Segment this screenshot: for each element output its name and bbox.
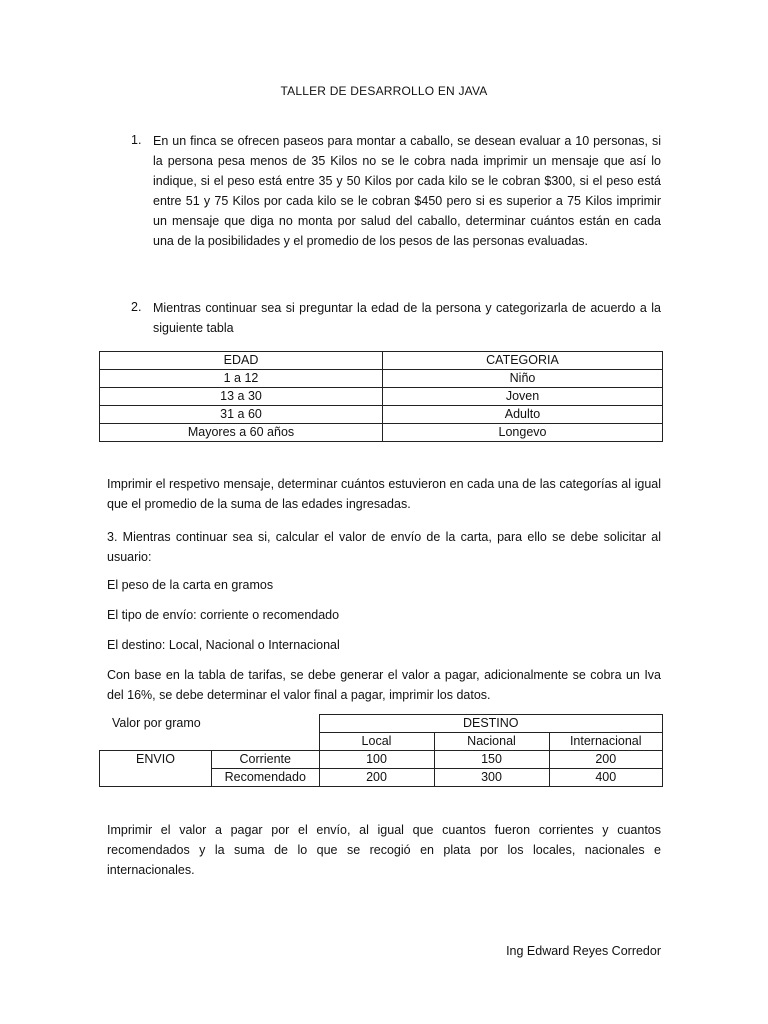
table-cell: Joven [383, 388, 663, 406]
empty-cell [212, 715, 320, 733]
table-cell: 1 a 12 [100, 370, 383, 388]
table-cell: Adulto [383, 406, 663, 424]
table-header-row [100, 733, 663, 751]
rate-table-corner-label: Valor por gramo [112, 716, 201, 730]
line-peso: El peso de la carta en gramos [107, 578, 274, 592]
item-1-number: 1. [131, 133, 142, 147]
table-row [100, 751, 663, 769]
table-cell: 13 a 30 [100, 388, 383, 406]
table-row [100, 424, 663, 442]
table-row [100, 406, 663, 424]
table-cell: 200 [549, 751, 663, 769]
row-label: Corriente [212, 751, 320, 769]
final-text: Imprimir el valor a pagar por el envío, al igual que cuantos fueron corrientes y cuantos recomendados y la suma de lo que se recogió en plata por los locales, nacionales e internacionales. [107, 823, 661, 877]
table-cell: 31 a 60 [100, 406, 383, 424]
tarifas-text: Con base en la tabla de tarifas, se debe generar el valor a pagar, adicionalmente se cobra un Iva del 16%, se debe determinar el valor final a pagar, imprimir los datos. [107, 668, 661, 702]
table-cell: Niño [383, 370, 663, 388]
rate-table [99, 714, 663, 787]
item-2-text: Mientras continuar sea si preguntar la edad de la persona y categorizarla de acuerdo a la siguiente tabla [153, 301, 661, 335]
envio-label: ENVIO [100, 751, 212, 787]
column-header: Local [319, 733, 434, 751]
item-2-number: 2. [131, 300, 142, 314]
empty-cell [212, 733, 320, 751]
table-cell: 200 [319, 769, 434, 787]
age-category-table [99, 351, 663, 442]
after-table-text: Imprimir el respetivo mensaje, determinar cuántos estuvieron en cada una de las categorías al igual que el promedio de la suma de las edades ingresadas. [107, 477, 661, 511]
line-tipo: El tipo de envío: corriente o recomendado [107, 608, 340, 622]
line-destino: El destino: Local, Nacional o Internacional [107, 638, 340, 652]
empty-cell [100, 733, 212, 751]
table-cell: 400 [549, 769, 663, 787]
table-row [100, 370, 663, 388]
table-header-row [100, 715, 663, 733]
table-cell: 300 [434, 769, 549, 787]
destino-header: DESTINO [319, 715, 663, 733]
table-cell: 100 [319, 751, 434, 769]
row-label: Recomendado [212, 769, 320, 787]
item-3-text: 3. Mientras continuar sea si, calcular el valor de envío de la carta, para ello se debe solicitar al usuario: [107, 530, 661, 564]
table-header-cell: EDAD [100, 352, 383, 370]
empty-cell [100, 715, 212, 733]
column-header: Nacional [434, 733, 549, 751]
column-header: Internacional [549, 733, 663, 751]
signature: Ing Edward Reyes Corredor [506, 944, 661, 958]
table-header-row [100, 352, 663, 370]
document-title: TALLER DE DESARROLLO EN JAVA [280, 84, 488, 98]
table-cell: Longevo [383, 424, 663, 442]
table-cell: 150 [434, 751, 549, 769]
item-1-text: En un finca se ofrecen paseos para montar a caballo, se desean evaluar a 10 personas, si la persona pesa menos de 35 Kilos no se le cobra nada imprimir un mensaje que así lo indique, si el peso está entre 35 y 50 Kilos por cada kilo se le cobran $300, si el peso está entre 51 y 75 Kilos por cada kilo se le cobran $450 pero si es superior a 75 Kilos imprimir un mensaje que diga no monta por salud del caballo, determinar cuántos están en cada una de la posibilidades y el promedio de los pesos de las personas evaluadas. [153, 134, 661, 248]
table-cell: Mayores a 60 años [100, 424, 383, 442]
table-row [100, 388, 663, 406]
table-header-cell: CATEGORIA [383, 352, 663, 370]
